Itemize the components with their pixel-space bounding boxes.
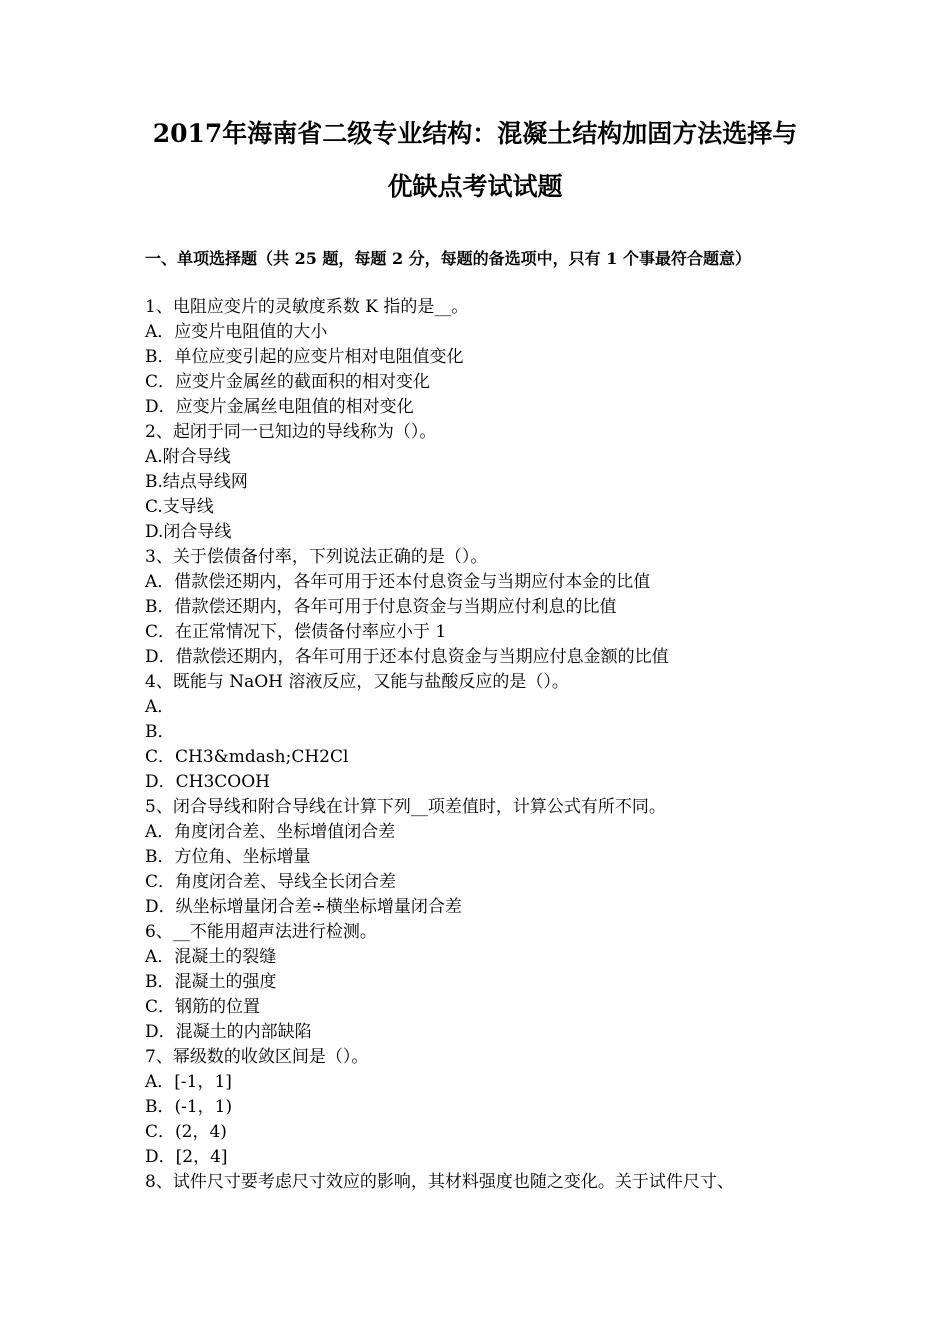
text-line: 1、电阻应变片的灵敏度系数 K 指的是__。 [145,297,469,317]
text-line: 4、既能与 NaOH 溶液反应，又能与盐酸反应的是（）。 [145,672,569,692]
text-line: D．应变片金属丝电阻值的相对变化 [145,397,414,417]
text-line: B．混凝土的强度 [145,972,277,992]
text-line: A．借款偿还期内，各年可用于还本付息资金与当期应付本金的比值 [145,572,651,592]
text-line: B．借款偿还期内，各年可用于付息资金与当期应付利息的比值 [145,597,617,617]
text-line: A．角度闭合差、坐标增值闭合差 [145,822,396,842]
text-line: 2、起闭于同一已知边的导线称为（）。 [145,422,437,442]
text-line: B.结点导线网 [145,472,248,492]
text-line: D．CH3COOH [145,772,270,792]
text-line: A．混凝土的裂缝 [145,947,277,967]
text-line: C.支导线 [145,497,214,517]
text-line: D．纵坐标增量闭合差÷横坐标增量闭合差 [145,897,462,917]
text-line: A． [145,697,175,717]
text-line: A．应变片电阻值的大小 [145,322,328,342]
text-line: B．(-1，1) [145,1097,233,1117]
text-line: 5、闭合导线和附合导线在计算下列__项差值时，计算公式有所不同。 [145,797,666,817]
text-line: D．[2，4] [145,1147,228,1167]
text-line: D．借款偿还期内，各年可用于还本付息资金与当期应付息金额的比值 [145,647,669,667]
text-line: C．在正常情况下，偿债备付率应小于 1 [145,622,447,642]
text-line: C．钢筋的位置 [145,997,261,1017]
text-line: B．方位角、坐标增量 [145,847,311,867]
text-line: C．角度闭合差、导线全长闭合差 [145,872,397,892]
document-title-line-1: 2017年海南省二级专业结构：混凝土结构加固方法选择与 [152,119,798,148]
text-line: 8、试件尺寸要考虑尺寸效应的影响，其材料强度也随之变化。关于试件尺寸、 [145,1172,734,1192]
text-line: C．CH3&mdash;CH2Cl [145,747,349,767]
section-heading: 一、单项选择题（共 25 题，每题 2 分，每题的备选项中，只有 1 个事最符合题意） [145,249,751,268]
text-line: C．应变片金属丝的截面积的相对变化 [145,372,431,392]
text-line: C．(2，4) [145,1122,227,1142]
text-line: B．单位应变引起的应变片相对电阻值变化 [145,347,464,367]
text-line: B． [145,722,175,742]
text-line: D.闭合导线 [145,522,232,542]
text-line: 3、关于偿债备付率，下列说法正确的是（）。 [145,547,488,567]
text-line: A．[-1，1] [145,1072,232,1092]
question-list [145,295,825,1195]
text-line: D．混凝土的内部缺陷 [145,1022,312,1042]
text-line: A.附合导线 [145,447,231,467]
text-line: 7、幂级数的收敛区间是（）。 [145,1047,369,1067]
text-line: 6、__不能用超声法进行检测。 [145,922,377,942]
document-title-line-2: 优缺点考试试题 [387,172,563,201]
